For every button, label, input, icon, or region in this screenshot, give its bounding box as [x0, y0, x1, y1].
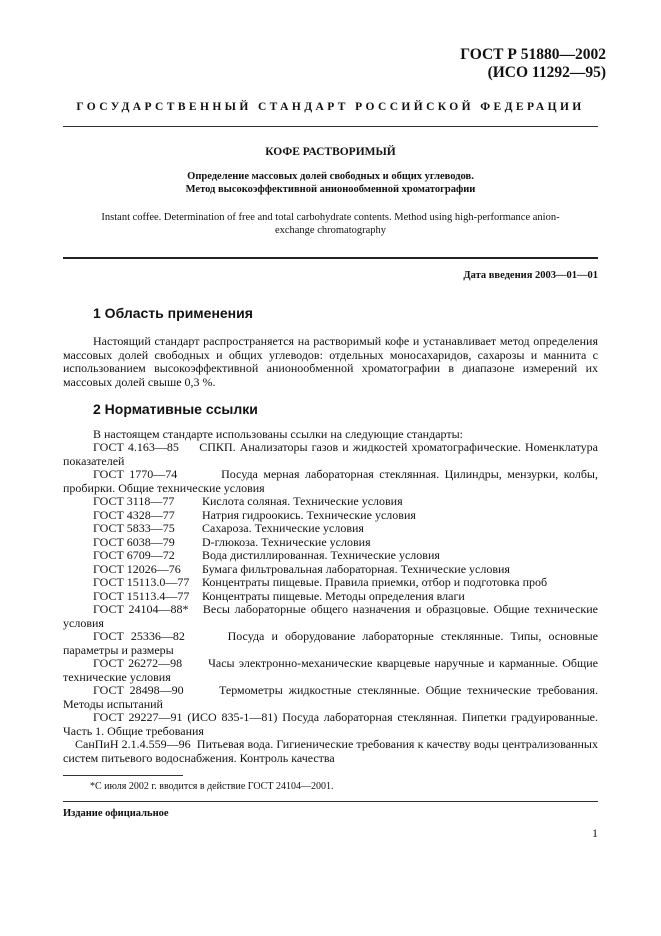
- reference-item: [63, 536, 628, 550]
- reference-code: ГОСТ 24104—88*: [93, 602, 189, 616]
- reference-item: [63, 590, 628, 604]
- gov-standard-title: ГОСУДАРСТВЕННЫЙ СТАНДАРТ РОССИЙСКОЙ ФЕДЕРАЦИИ: [76, 101, 585, 113]
- introduction-date: Дата введения 2003—01—01: [463, 270, 598, 281]
- footer-divider: [63, 801, 598, 802]
- reference-title: Посуда мерная лабораторная стеклянная. Цилиндры, мензурки, колбы, пробирки. Общие технические условия: [63, 467, 598, 495]
- reference-item: [63, 576, 628, 590]
- reference-title: Посуда лабораторная стеклянная. Пипетки градуированные. Часть 1. Общие требования: [63, 710, 599, 738]
- reference-title: Натрия гидроокись. Технические условия: [202, 507, 416, 522]
- subtitle-line-1: Определение массовых долей свободных и общих углеводов.: [187, 171, 474, 182]
- reference-code: ГОСТ 29227—91 (ИСО 835-1—81): [93, 710, 278, 724]
- reference-title: СПКП. Анализаторы газов и жидкостей хроматографические. Номенклатура показателей: [63, 440, 598, 468]
- section-1-text: Настоящий стандарт распространяется на растворимый кофе и устанавливает метод определения массовых долей свободных и общих углеводов: отдельных моносахаридов, сахарозы и маннита с использованием высокоэффективной анионообменной хроматографии в диапазоне измерений их массовых долей свыше 0,3 %.: [63, 334, 598, 389]
- reference-item: [63, 603, 598, 630]
- reference-title: Кислота соляная. Технические условия: [202, 494, 403, 508]
- reference-item: [63, 657, 598, 684]
- reference-code: ГОСТ 26272—98: [93, 656, 183, 670]
- page-number: 1: [592, 826, 598, 840]
- reference-title: Весы лабораторные общего назначения и образцовые. Общие технические условия: [63, 602, 598, 630]
- reference-item: [63, 509, 628, 523]
- reference-item: [63, 549, 628, 563]
- reference-title: Часы электронно-механические кварцевые наручные и карманные. Общие технические условия: [63, 656, 599, 684]
- section-2-heading: 2 Нормативные ссылки: [93, 401, 258, 417]
- section-1-heading: 1 Область применения: [93, 305, 253, 321]
- reference-title: Термометры жидкостные стеклянные. Общие технические требования. Методы испытаний: [63, 683, 598, 711]
- reference-title: Концентраты пищевые. Правила приемки, отбор и подготовка проб: [202, 575, 548, 589]
- edition-label: Издание официальное: [63, 808, 169, 819]
- reference-title: Посуда и оборудование лабораторные стеклянные. Типы, основные параметры и размеры: [63, 629, 599, 657]
- reference-code: ГОСТ 28498—90: [93, 683, 184, 697]
- reference-title: Питьевая вода. Гигиенические требования к качеству воды централизованных систем питьевого водоснабжения. Контроль качества: [63, 737, 598, 765]
- reference-item: [63, 468, 598, 495]
- reference-item: [63, 563, 628, 577]
- page-title: КОФЕ РАСТВОРИМЫЙ: [265, 146, 396, 158]
- reference-item: [63, 630, 598, 657]
- reference-code: ГОСТ 5833—75: [93, 521, 175, 535]
- reference-code: ГОСТ 3118—77: [93, 494, 175, 508]
- reference-item: [63, 684, 598, 711]
- reference-code: ГОСТ 4.163—85: [93, 440, 179, 454]
- document-number: ГОСТ Р 51880—2002: [460, 46, 606, 63]
- iso-number: (ИСО 11292—95): [487, 64, 606, 81]
- reference-code: ГОСТ 1770—74: [93, 467, 178, 481]
- reference-item: [63, 522, 628, 536]
- subtitle-line-2: Метод высокоэффективной анионообменной хроматографии: [185, 184, 476, 195]
- reference-title: Сахароза. Технические условия: [202, 521, 364, 535]
- reference-code: ГОСТ 15113.4—77: [93, 588, 190, 603]
- english-title: Instant coffee. Determination of free and total carbohydrate contents. Method using high-performance anion-exchange chromatography: [101, 212, 560, 236]
- reference-item: [63, 711, 598, 738]
- reference-code: ГОСТ 4328—77: [93, 507, 175, 522]
- reference-item: [63, 441, 598, 468]
- reference-code: ГОСТ 6038—79: [93, 534, 175, 549]
- reference-code: СанПиН 2.1.4.559—96: [75, 737, 191, 751]
- footnote-rule: [63, 775, 183, 776]
- reference-item: [63, 738, 598, 765]
- reference-title: Концентраты пищевые. Методы определения влаги: [202, 588, 465, 603]
- reference-code: ГОСТ 6709—72: [93, 548, 175, 562]
- section-2-intro: В настоящем стандарте использованы ссылки на следующие стандарты:: [93, 427, 464, 441]
- reference-title: Бумага фильтровальная лабораторная. Технические условия: [202, 561, 510, 576]
- reference-title: Вода дистиллированная. Технические условия: [202, 548, 440, 562]
- header-divider: [63, 126, 598, 127]
- reference-item: [63, 495, 628, 509]
- footnote: *С июля 2002 г. вводится в действие ГОСТ 24104—2001.: [90, 781, 334, 792]
- reference-code: ГОСТ 25336—82: [93, 629, 185, 643]
- reference-code: ГОСТ 15113.0—77: [93, 575, 190, 589]
- reference-code: ГОСТ 12026—76: [93, 561, 181, 576]
- reference-title: D-глюкоза. Технические условия: [202, 534, 371, 549]
- title-divider: [63, 257, 598, 259]
